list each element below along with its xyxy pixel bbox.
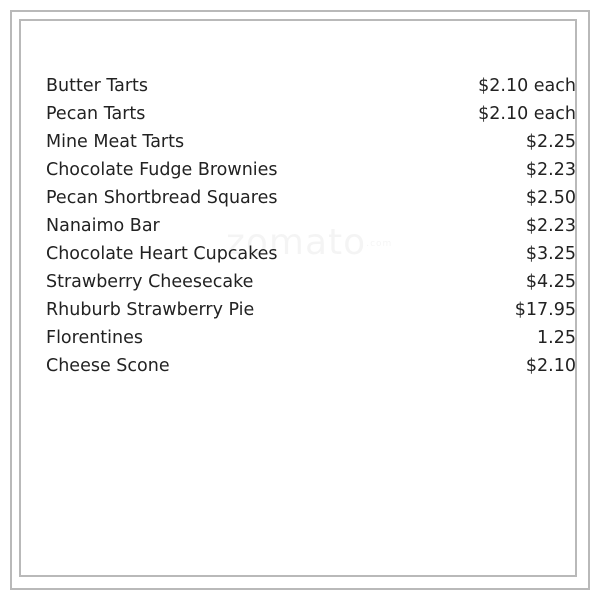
menu-row-florentines [46, 324, 576, 352]
item-price: $4.25 [525, 272, 576, 292]
menu-row-strawberry-cheesecake [46, 268, 576, 296]
menu-row-pecan-tarts [46, 100, 576, 128]
menu-row-butter-tarts [46, 72, 576, 100]
menu-row-rhuburb-strawberry-pie [46, 296, 576, 324]
item-name: Pecan Tarts [46, 104, 146, 124]
item-name: Pecan Shortbread Squares [46, 188, 278, 208]
item-price: $2.10 each [478, 104, 576, 124]
item-name: Florentines [46, 328, 144, 348]
item-price: $2.25 [525, 132, 576, 152]
item-price: $3.25 [525, 244, 576, 264]
item-price: $2.10 [525, 356, 576, 376]
item-price: $2.23 [525, 160, 576, 180]
item-name: Nanaimo Bar [46, 216, 160, 236]
item-name: Strawberry Cheesecake [46, 272, 254, 292]
item-price: $2.10 each [478, 76, 576, 96]
menu-row-cheese-scone [46, 352, 576, 380]
menu-row-nanaimo-bar [46, 212, 576, 240]
item-name: Chocolate Fudge Brownies [46, 160, 278, 180]
item-price: $2.50 [525, 188, 576, 208]
item-price: $2.23 [525, 216, 576, 236]
menu-row-mine-meat-tarts [46, 128, 576, 156]
menu-row-chocolate-fudge-brownies [46, 156, 576, 184]
item-price: 1.25 [537, 328, 576, 348]
item-name: Mine Meat Tarts [46, 132, 185, 152]
menu-outer-frame [10, 10, 590, 590]
item-price: $17.95 [514, 300, 576, 320]
menu-item-list [46, 72, 576, 380]
item-name: Butter Tarts [46, 76, 149, 96]
item-name: Cheese Scone [46, 356, 170, 376]
item-name: Chocolate Heart Cupcakes [46, 244, 278, 264]
menu-row-pecan-shortbread-squares [46, 184, 576, 212]
item-name: Rhuburb Strawberry Pie [46, 300, 255, 320]
menu-row-chocolate-heart-cupcakes [46, 240, 576, 268]
menu-card [19, 19, 577, 577]
